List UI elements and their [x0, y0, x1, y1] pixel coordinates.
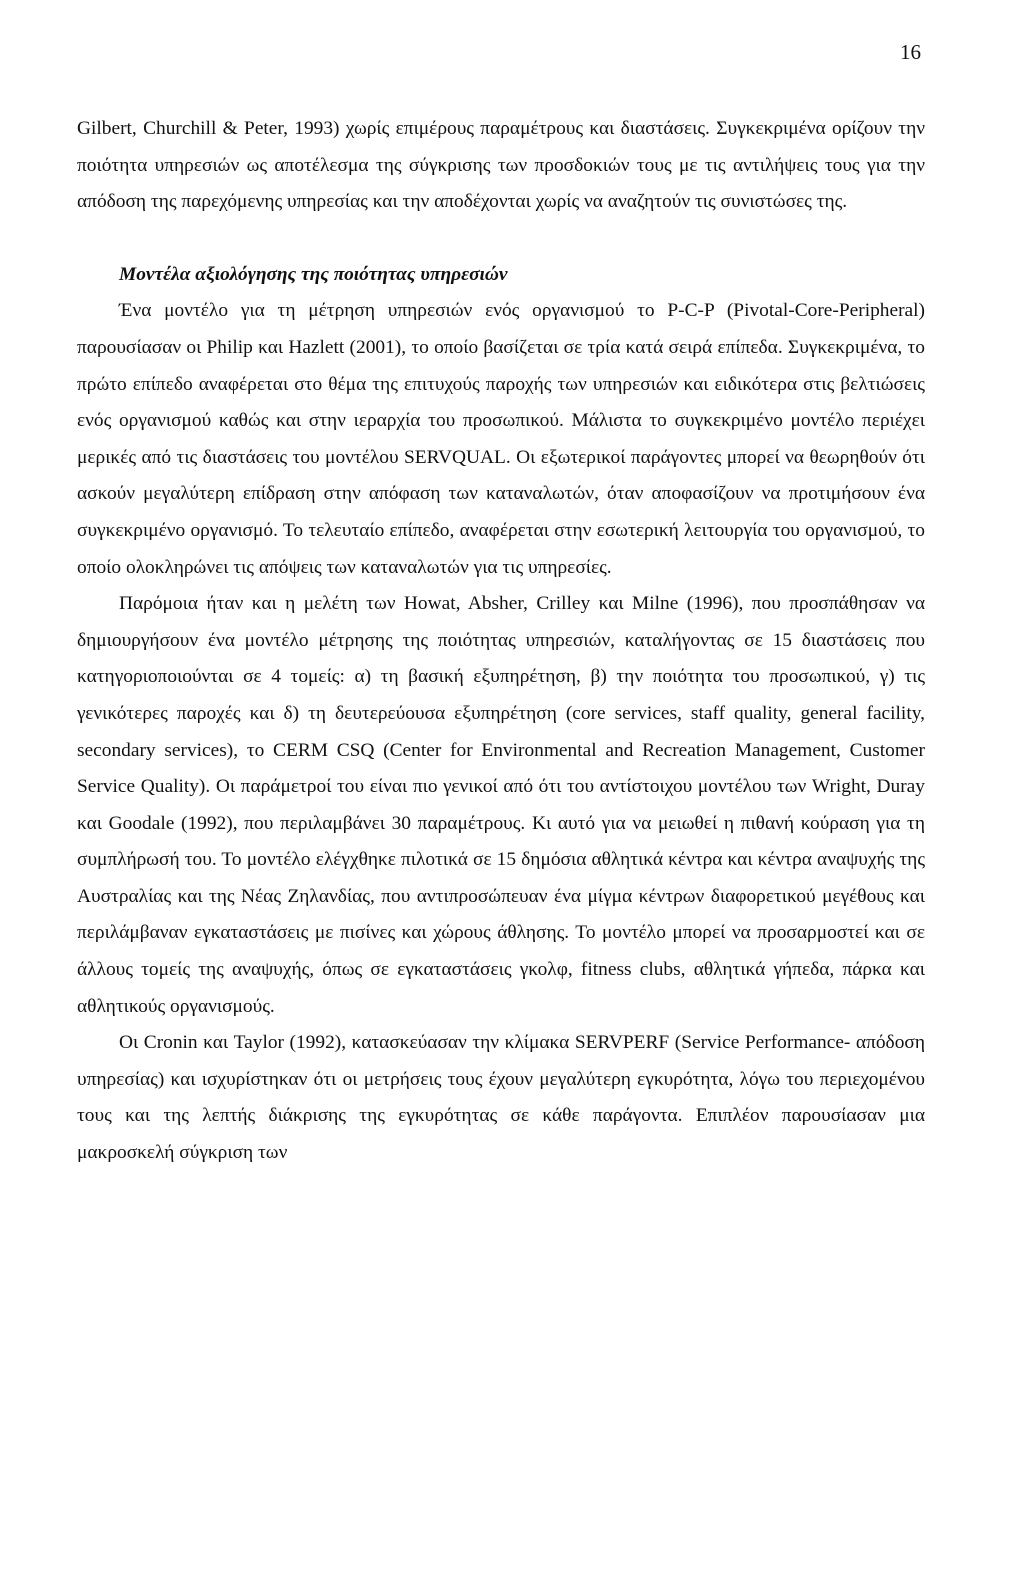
document-body	[77, 111, 925, 1172]
paragraph-cerm-csq: Παρόμοια ήταν και η μελέτη των Howat, Absher, Crilley και Milne (1996), που προσπάθησαν να δημιουργήσουν ένα μοντέλο μέτρησης της ποιότητας υπηρεσιών, καταλήγοντας σε 15 διαστάσεις που κατηγοριοποιούνται σε 4 τομείς: α) τη βασική εξυπηρέτηση, β) την ποιότητα του προσωπικού, γ) τις γενικότερες παροχές και δ) τη δευτερεύουσα εξυπηρέτηση (core services, staff quality, general facility, secondary services), το CERM CSQ (Center for Environmental and Recreation Management, Customer Service Quality). Οι παράμετροί του είναι πιο γενικοί από ότι του αντίστοιχου μοντέλου των Wright, Duray και Goodale (1992), που περιλαμβάνει 30 παραμέτρους. Κι αυτό για να μειωθεί η πιθανή κούραση για τη συμπλήρωσή του. Το μοντέλο ελέγχθηκε πιλοτικά σε 15 δημόσια αθλητικά κέντρα και κέντρα αναψυχής της Αυστραλίας και της Νέας Ζηλανδίας, που αντιπροσώπευαν ένα μίγμα κέντρων διαφορετικού μεγέθους και περιλάμβαναν εγκαταστάσεις με πισίνες και χώρους άθλησης. Το μοντέλο μπορεί να προσαρμοστεί και σε άλλους τομείς της αναψυχής, όπως σε εγκαταστάσεις γκολφ, fitness clubs, αθλητικά γήπεδα, πάρκα και αθλητικούς οργανισμούς.	[77, 593, 925, 1017]
paragraph-servperf: Οι Cronin και Taylor (1992), κατασκεύασαν την κλίμακα SERVPERF (Service Performance- απόδοση υπηρεσίας) και ισχυρίστηκαν ότι οι μετρήσεις τους έχουν μεγαλύτερη εγκυρότητα, λόγω του περιεχομένου τους και της λεπτής διάκρισης της εγκυρότητας σε κάθε παράγοντα. Επιπλέον παρουσίασαν μια μακροσκελή σύγκριση των	[77, 1032, 925, 1164]
paragraph-intro-continuation: Gilbert, Churchill & Peter, 1993) χωρίς επιμέρους παραμέτρους και διαστάσεις. Συγκεκριμένα ορίζουν την ποιότητα υπηρεσιών ως αποτέλεσμα της σύγκρισης των προσδοκιών τους με τις αντιλήψεις τους για την απόδοση της παρεχόμενης υπηρεσίας και την αποδέχονται χωρίς να αναζητούν τις συνιστώσες της.	[77, 118, 925, 213]
section-heading: Μοντέλα αξιολόγησης της ποιότητας υπηρεσιών	[119, 263, 508, 285]
page-number: 16	[900, 40, 921, 64]
paragraph-pcp-model: Ένα μοντέλο για τη μέτρηση υπηρεσιών ενός οργανισμού το P-C-P (Pivotal-Core-Peripheral) παρουσίασαν οι Philip και Hazlett (2001), το οποίο βασίζεται σε τρία κατά σειρά επίπεδα. Συγκεκριμένα, το πρώτο επίπεδο αναφέρεται στο θέμα της επιτυχούς παροχής των υπηρεσιών και ειδικότερα στις βελτιώσεις ενός οργανισμού καθώς και στην ιεραρχία του προσωπικού. Μάλιστα το συγκεκριμένο μοντέλο περιέχει μερικές από τις διαστάσεις του μοντέλου SERVQUAL. Οι εξωτερικοί παράγοντες μπορεί να θεωρηθούν ότι ασκούν μεγαλύτερη επίδραση στην απόφαση των καταναλωτών, όταν αποφασίζουν να προτιμήσουν ένα συγκεκριμένο οργανισμό. Το τελευταίο επίπεδο, αναφέρεται στην εσωτερική λειτουργία του οργανισμού, το οποίο ολοκληρώνει τις απόψεις των καταναλωτών για τις υπηρεσίες.	[77, 300, 925, 578]
